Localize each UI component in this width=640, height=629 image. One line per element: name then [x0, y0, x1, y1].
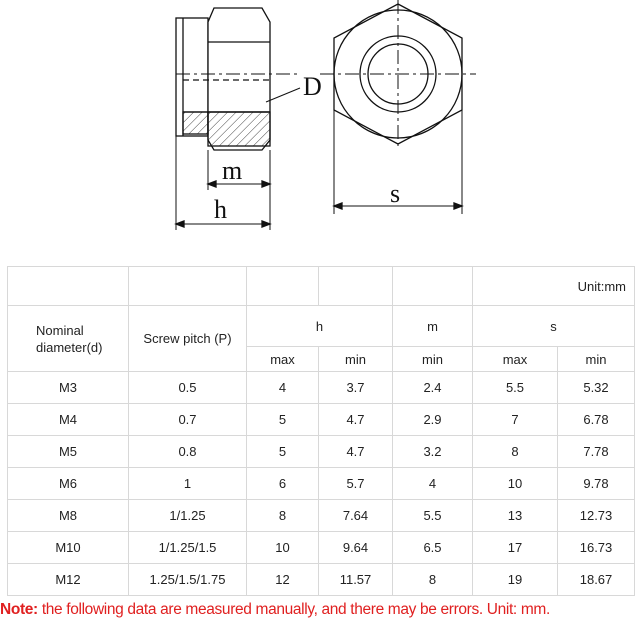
label-h: h — [214, 195, 227, 224]
cell-s-max: 13 — [473, 500, 558, 532]
cell-h-min: 5.7 — [319, 468, 393, 500]
cell-d: M5 — [8, 436, 129, 468]
cell-h-max: 10 — [247, 532, 319, 564]
cell-d: M10 — [8, 532, 129, 564]
cell-m-min: 3.2 — [393, 436, 473, 468]
cell-s-min: 9.78 — [558, 468, 635, 500]
cell-h-min: 4.7 — [319, 436, 393, 468]
subheader-s-max: max — [473, 347, 558, 372]
cell-s-max: 7 — [473, 404, 558, 436]
subheader-m-min: min — [393, 347, 473, 372]
cell-h-min: 4.7 — [319, 404, 393, 436]
cell-m-min: 4 — [393, 468, 473, 500]
header-m: m — [393, 306, 473, 347]
table-body — [8, 372, 635, 596]
side-view — [176, 8, 300, 230]
label-m: m — [222, 156, 243, 185]
cell-s-min: 18.67 — [558, 564, 635, 596]
cell-p: 1.25/1.5/1.75 — [129, 564, 247, 596]
cell-m-min: 2.4 — [393, 372, 473, 404]
label-s: s — [390, 179, 401, 208]
cell-h-min: 3.7 — [319, 372, 393, 404]
cell-h-max: 8 — [247, 500, 319, 532]
cell-s-min: 7.78 — [558, 436, 635, 468]
subheader-h-max: max — [247, 347, 319, 372]
cell-m-min: 6.5 — [393, 532, 473, 564]
table-row — [8, 436, 635, 468]
cell-d: M12 — [8, 564, 129, 596]
table-header-row — [8, 306, 635, 347]
cell-s-min: 5.32 — [558, 372, 635, 404]
cell-s-max: 17 — [473, 532, 558, 564]
table-row — [8, 500, 635, 532]
cell-s-max: 5.5 — [473, 372, 558, 404]
unit-label: Unit:mm — [473, 267, 635, 306]
cell-s-min: 16.73 — [558, 532, 635, 564]
cell-s-min: 6.78 — [558, 404, 635, 436]
header-h: h — [247, 306, 393, 347]
header-nominal-diameter: Nominal diameter(d) — [8, 306, 129, 372]
note-text — [0, 601, 640, 619]
cell-p: 0.7 — [129, 404, 247, 436]
cell-h-max: 4 — [247, 372, 319, 404]
cell-m-min: 8 — [393, 564, 473, 596]
cell-h-max: 6 — [247, 468, 319, 500]
table-row — [8, 532, 635, 564]
cell-p: 1/1.25/1.5 — [129, 532, 247, 564]
cell-d: M3 — [8, 372, 129, 404]
cell-d: M6 — [8, 468, 129, 500]
cell-s-min: 12.73 — [558, 500, 635, 532]
cell-m-min: 5.5 — [393, 500, 473, 532]
subheader-s-min: min — [558, 347, 635, 372]
cell-p: 0.8 — [129, 436, 247, 468]
cell-p: 0.5 — [129, 372, 247, 404]
label-d: D — [303, 72, 322, 101]
cell-h-max: 5 — [247, 436, 319, 468]
cell-d: M8 — [8, 500, 129, 532]
dimension-table — [7, 266, 635, 596]
table-row — [8, 372, 635, 404]
cell-p: 1 — [129, 468, 247, 500]
cell-h-min: 11.57 — [319, 564, 393, 596]
cell-s-max: 10 — [473, 468, 558, 500]
table-row — [8, 564, 635, 596]
note-label: Note: — [0, 601, 38, 618]
subheader-h-min: min — [319, 347, 393, 372]
nut-technical-drawing — [0, 0, 640, 250]
header-screw-pitch: Screw pitch (P) — [129, 306, 247, 372]
table-top-row — [8, 267, 635, 306]
cell-s-max: 8 — [473, 436, 558, 468]
note-body: the following data are measured manually, and there may be errors. Unit: mm. — [37, 601, 550, 618]
cell-h-min: 7.64 — [319, 500, 393, 532]
cell-h-min: 9.64 — [319, 532, 393, 564]
header-s: s — [473, 306, 635, 347]
cell-s-max: 19 — [473, 564, 558, 596]
cell-d: M4 — [8, 404, 129, 436]
table-row — [8, 404, 635, 436]
cell-h-max: 12 — [247, 564, 319, 596]
cell-p: 1/1.25 — [129, 500, 247, 532]
cell-h-max: 5 — [247, 404, 319, 436]
table-row — [8, 468, 635, 500]
cell-m-min: 2.9 — [393, 404, 473, 436]
